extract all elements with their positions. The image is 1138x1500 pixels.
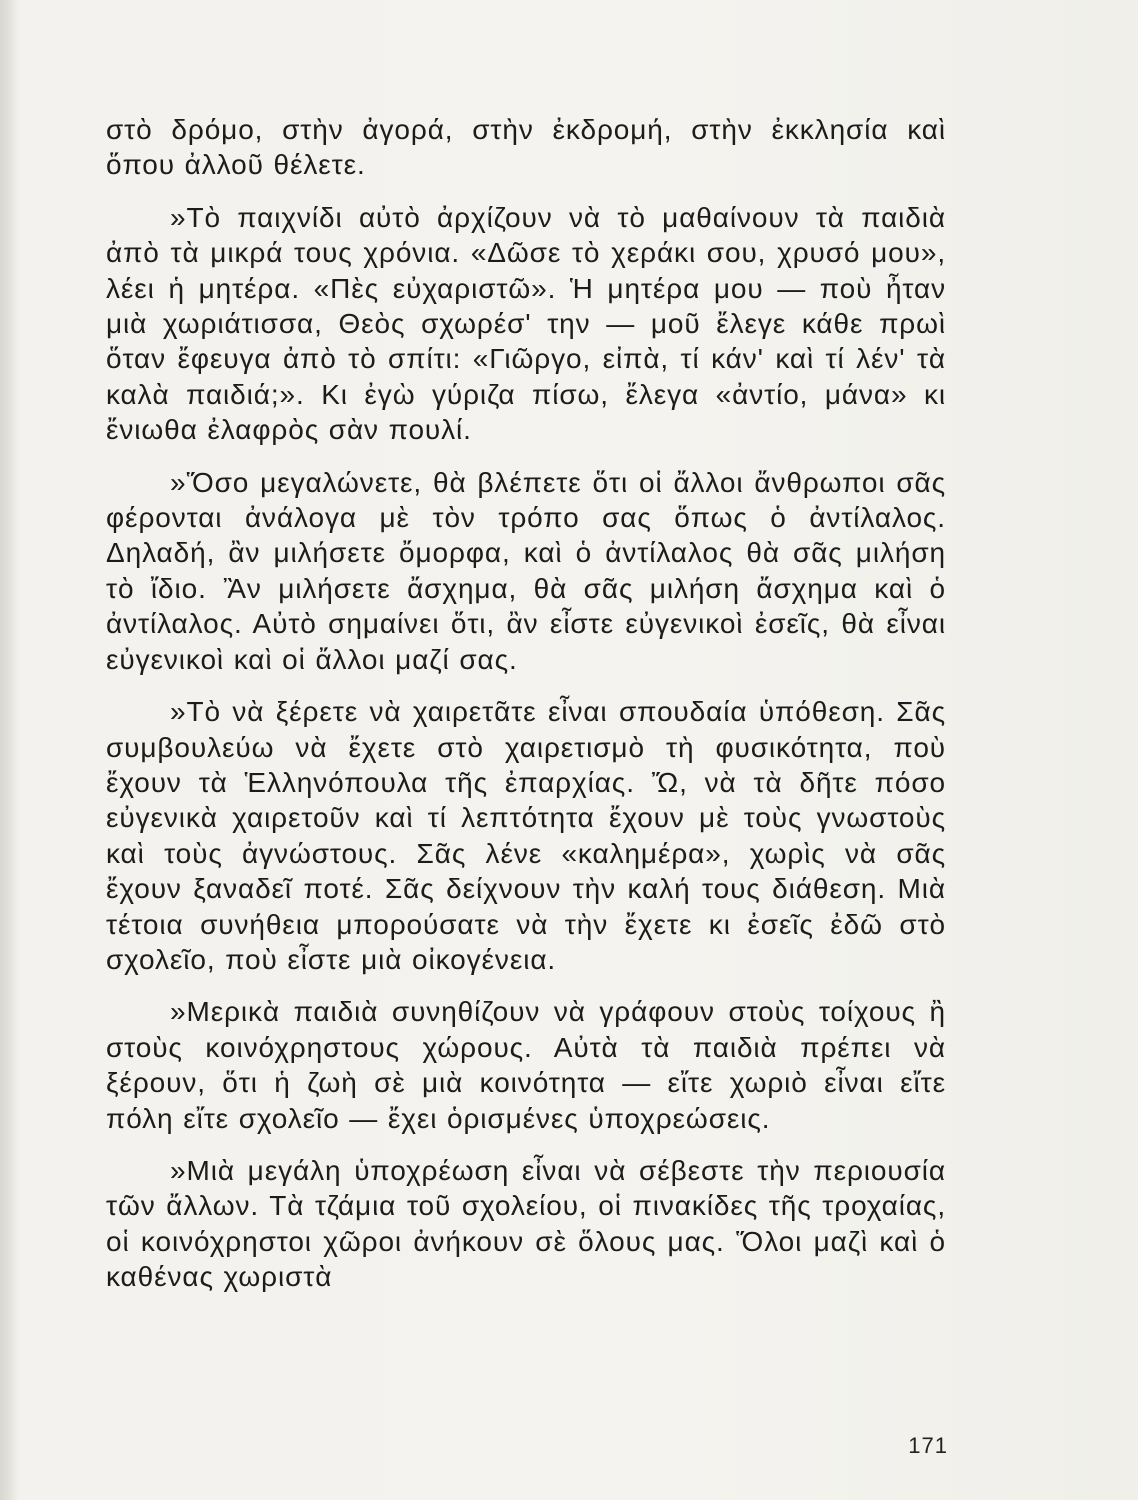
paragraph-1: στὸ δρόμο, στὴν ἀγορά, στὴν ἐκδρομή, στὴν ἐκκλησία καὶ ὅπου ἀλλοῦ θέλετε. (106, 114, 946, 181)
paragraph-6: »Μιὰ μεγάλη ὑποχρέωση εἶναι νὰ σέβεστε τὴν περιουσία τῶν ἄλλων. Τὰ τζάμια τοῦ σχολείου, οἱ πινακίδες τῆς τροχαίας, οἱ κοινόχρηστοι χῶροι ἀνήκουν σὲ ὅλους μας. Ὅλοι μαζὶ καὶ ὁ καθένας χωριστὰ (106, 1154, 946, 1293)
body-text (106, 112, 946, 1295)
binding-shadow (0, 0, 18, 1500)
page-number: 171 (908, 1433, 948, 1458)
paragraph-2: »Τὸ παιχνίδι αὐτὸ ἀρχίζουν νὰ τὸ μαθαίνουν τὰ παιδιὰ ἀπὸ τὰ μικρά τους χρόνια. «Δῶσε τὸ χεράκι σου, χρυσό μου», λέει ἡ μητέρα. «Πὲς εὐχαριστῶ». Ἡ μητέρα μου — ποὺ ἦταν μιὰ χωριάτισσα, Θεὸς σχωρέσ' την — μοῦ ἔλεγε κάθε πρωὶ ὅταν ἔφευγα ἀπὸ τὸ σπίτι: «Γιῶργο, εἰπὰ, τί κάν' καὶ τί λέν' τὰ καλὰ παιδιά;». Κι ἐγὼ γύριζα πίσω, ἔλεγα «ἀντίο, μάνα» κι ἔνιωθα ἐλαφρὸς σὰν πουλί. (106, 201, 946, 446)
paragraph-5: »Μερικὰ παιδιὰ συνηθίζουν νὰ γράφουν στοὺς τοίχους ἢ στοὺς κοινόχρηστους χώρους. Αὐτὰ τὰ παιδιὰ πρέπει νὰ ξέρουν, ὅτι ἡ ζωὴ σὲ μιὰ κοινότητα — εἴτε χωριὸ εἶναι εἴτε πόλη εἴτε σχολεῖο — ἔχει ὁρισμένες ὑποχρεώσεις. (106, 996, 946, 1134)
paragraph-3: »Ὅσο μεγαλώνετε, θὰ βλέπετε ὅτι οἱ ἄλλοι ἄνθρωποι σᾶς φέρονται ἀνάλογα μὲ τὸν τρόπο σας ὅπως ὁ ἀντίλαλος. Δηλαδή, ἂν μιλήσετε ὄμορφα, καὶ ὁ ἀντίλαλος θὰ σᾶς μιλήση τὸ ἴδιο. Ἂν μιλήσετε ἄσχημα, θὰ σᾶς μιλήση ἄσχημα καὶ ὁ ἀντίλαλος. Αὐτὸ σημαίνει ὅτι, ἂν εἶστε εὐγενικοὶ ἐσεῖς, θὰ εἶναι εὐγενικοὶ καὶ οἱ ἄλλοι μαζί σας. (106, 466, 946, 675)
paragraph-4: »Τὸ νὰ ξέρετε νὰ χαιρετᾶτε εἶναι σπουδαία ὑπόθεση. Σᾶς συμβουλεύω νὰ ἔχετε στὸ χαιρετισμὸ τὴ φυσικότητα, ποὺ ἔχουν τὰ Ἑλληνόπουλα τῆς ἐπαρχίας. Ὤ, νὰ τὰ δῆτε πόσο εὐγενικὰ χαιρετοῦν καὶ τί λεπτότητα ἔχουν μὲ τοὺς γνωστοὺς καὶ τοὺς ἀγνώστους. Σᾶς λένε «καλημέρα», χωρὶς νὰ σᾶς ἔχουν ξαναδεῖ ποτέ. Σᾶς δείχνουν τὴν καλή τους διάθεση. Μιὰ τέτοια συνήθεια μπορούσατε νὰ τὴν ἔχετε κι ἐσεῖς ἐδῶ στὸ σχολεῖο, ποὺ εἶστε μιὰ οἰκογένεια. (106, 696, 946, 975)
